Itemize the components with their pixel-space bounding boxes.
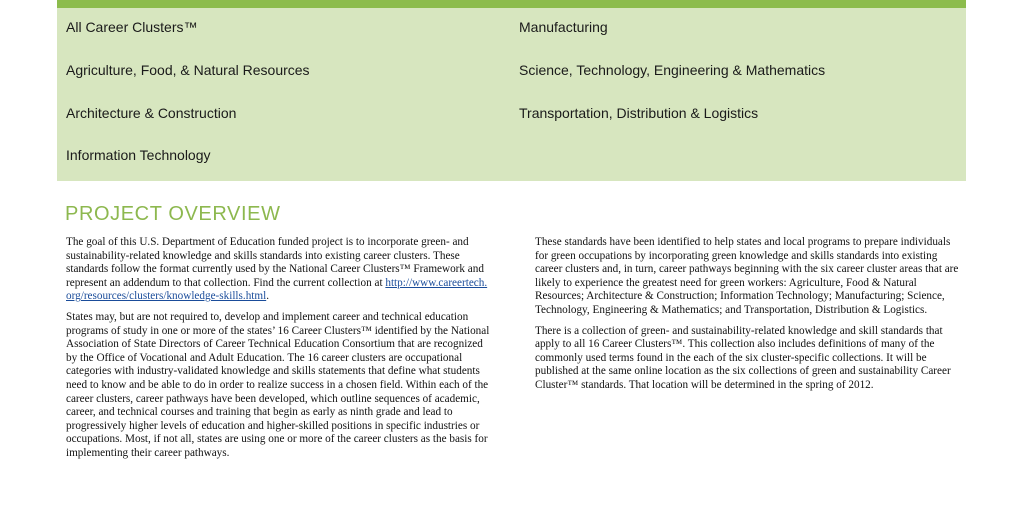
section-heading: PROJECT OVERVIEW [65,203,281,225]
cluster-link-stem[interactable]: Science, Technology, Engineering & Mathematics [519,62,826,78]
paragraph-1-end: . [266,290,269,303]
paragraph-1-text: The goal of this U.S. Department of Education funded project is to incorporate green- and sustainability-related knowledge and skills standards into existing career clusters. These standards follow the format currently used by the National Career Clusters™ Framework and represent an addendum to that collection. Find the current collection at [66,236,484,289]
overview-paragraph-3: These standards have been identified to help states and local programs to prepare individuals for green occupations by incorporating green knowledge and skills standards into existing career clusters and, in turn, career pathways beginning with the six career cluster areas that are likely to experience the greatest need for green workers: Agriculture, Food & Natural Resources; Architecture & Construction; Information Technology; Manufacturing; Science, Technology, Engineering & Mathematics; and Transportation, Distribution & Logistics. [535,236,959,316]
career-clusters-panel [57,8,966,181]
cluster-link-architecture[interactable]: Architecture & Construction [66,105,237,121]
knowledge-skills-link[interactable]: http://www.careertech.org/resources/clusters/knowledge-skills.html [66,276,488,303]
header-accent-bar [57,0,966,8]
cluster-link-transportation[interactable]: Transportation, Distribution & Logistics [519,105,759,121]
cluster-link-manufacturing[interactable]: Manufacturing [519,19,608,35]
cluster-link-information-technology[interactable]: Information Technology [66,147,211,163]
overview-paragraph-1 [66,236,491,304]
overview-paragraph-2: States may, but are not required to, develop and implement career and technical education programs of study in one or more of the states’ 16 Career Clusters™ identified by the National Association of State Directors of Career Technical Education Consortium that are recognized by the Office of Vocational and Adult Education. The 16 career clusters are occupational categories with industry-validated knowledge and skills statements that define what students need to know and be able to do in order to realize success in a chosen field. Within each of the career clusters, career pathways have been developed, which outline sequences of academic, career, and technical courses and training that begin as early as ninth grade and lead to progressively higher levels of education and higher-skilled positions in specific industries or occupations. Most, if not all, states are using one or more of the career clusters as the basis for implementing their career pathways. [66,310,490,459]
cluster-link-agriculture[interactable]: Agriculture, Food, & Natural Resources [66,62,310,78]
cluster-link-all-career-clusters[interactable]: All Career Clusters™ [66,19,198,35]
overview-column-left [66,236,491,468]
overview-paragraph-4: There is a collection of green- and sustainability-related knowledge and skill standards that apply to all 16 Career Clusters™. This collection also includes definitions of many of the commonly used terms found in the each of the six cluster-specific collections. It will be published at the same online location as the six collections of green and sustainability Career Cluster™ standards. That location will be determined in the spring of 2012. [535,324,951,391]
overview-column-right [535,236,960,400]
